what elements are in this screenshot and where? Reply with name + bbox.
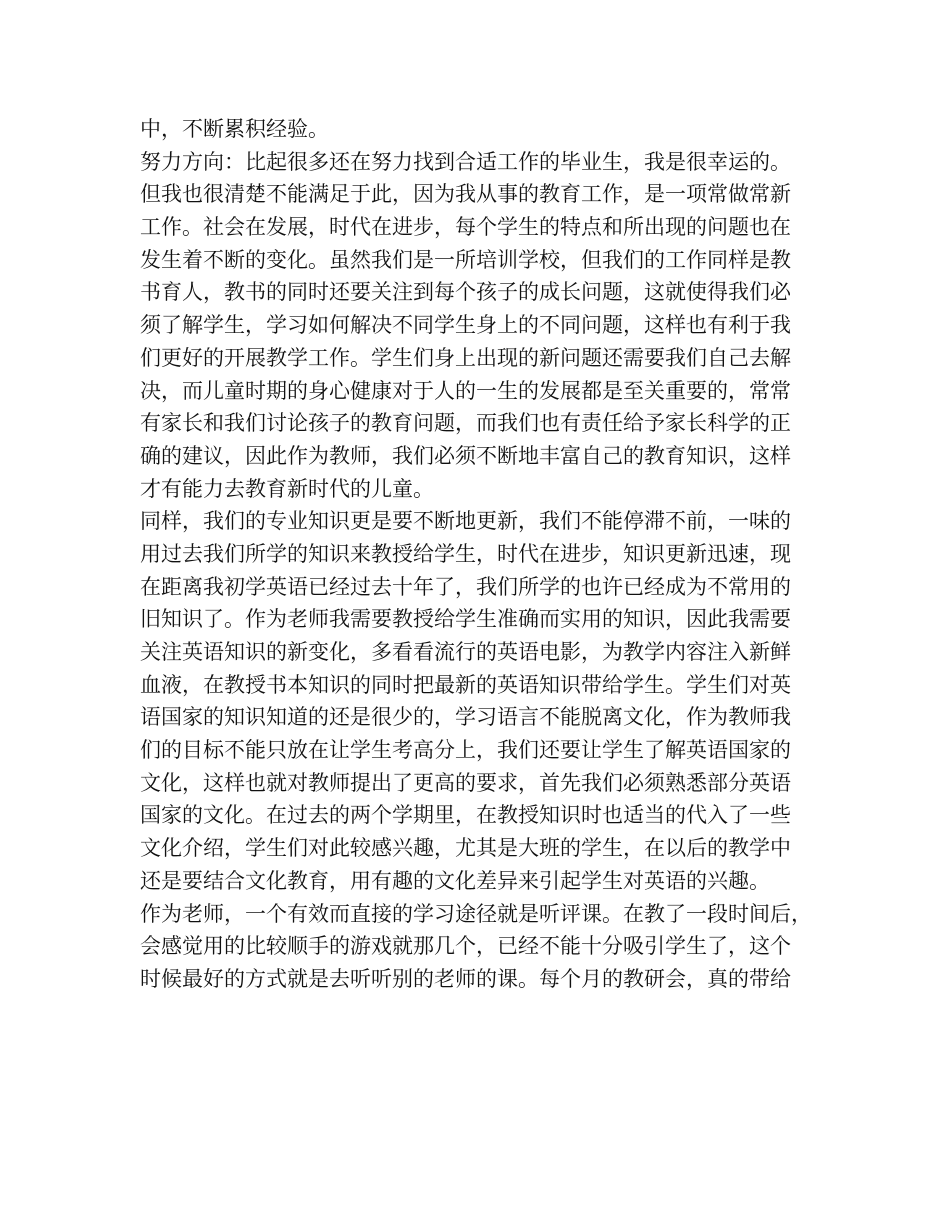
text-line: 关注英语知识的新变化，多看看流行的英语电影，为教学内容注入新鲜 bbox=[140, 640, 791, 664]
text-line: 们更好的开展教学工作。学生们身上出现的新问题还需要我们自己去解 bbox=[140, 345, 791, 370]
text-line: 会感觉用的比较顺手的游戏就那几个，已经不能十分吸引学生了，这个 bbox=[140, 934, 791, 959]
text-line: 发生着不断的变化。虽然我们是一所培训学校，但我们的工作同样是教 bbox=[140, 247, 791, 272]
text-line: 有家长和我们讨论孩子的教育问题，而我们也有责任给予家长科学的正 bbox=[140, 411, 791, 436]
text-line: 确的建议，因此作为教师，我们必须不断地丰富自己的教育知识，这样 bbox=[140, 443, 791, 468]
text-line: 文化介绍，学生们对此较感兴趣，尤其是大班的学生，在以后的教学中 bbox=[140, 836, 791, 861]
text-line: 中，不断累积经验。 bbox=[140, 117, 329, 141]
text-line: 时候最好的方式就是去听听别的老师的课。每个月的教研会，真的带给 bbox=[140, 966, 791, 991]
text-line: 但我也很清楚不能满足于此，因为我从事的教育工作，是一项常做常新 bbox=[140, 182, 791, 207]
text-line: 书育人，教书的同时还要关注到每个孩子的成长问题，这就使得我们必 bbox=[140, 280, 791, 305]
body-text bbox=[140, 113, 820, 996]
text-line: 们的目标不能只放在让学生考高分上，我们还要让学生了解英语国家的 bbox=[140, 738, 791, 763]
text-line: 还是要结合文化教育，用有趣的文化差异来引起学生对英语的兴趣。 bbox=[140, 868, 770, 893]
text-line: 文化，这样也就对教师提出了更高的要求，首先我们必须熟悉部分英语 bbox=[140, 770, 791, 795]
text-line: 在距离我初学英语已经过去十年了，我们所学的也许已经成为不常用的 bbox=[140, 574, 791, 599]
text-line: 用过去我们所学的知识来教授给学生，时代在进步，知识更新迅速，现 bbox=[140, 541, 791, 566]
text-line: 语国家的知识知道的还是很少的，学习语言不能脱离文化，作为教师我 bbox=[140, 705, 791, 730]
text-line: 国家的文化。在过去的两个学期里，在教授知识时也适当的代入了一些 bbox=[140, 803, 791, 828]
text-line: 须了解学生，学习如何解决不同学生身上的不同问题，这样也有利于我 bbox=[140, 313, 791, 338]
text-line: 才有能力去教育新时代的儿童。 bbox=[140, 476, 434, 501]
text-line: 作为老师，一个有效而直接的学习途径就是听评课。在教了一段时间后， bbox=[140, 901, 812, 926]
text-line: 同样，我们的专业知识更是要不断地更新，我们不能停滞不前，一味的 bbox=[140, 509, 791, 534]
text-line: 工作。社会在发展，时代在进步，每个学生的特点和所出现的问题也在 bbox=[140, 215, 791, 240]
text-line: 努力方向：比起很多还在努力找到合适工作的毕业生，我是很幸运的。 bbox=[140, 149, 791, 174]
text-line: 血液，在教授书本知识的同时把最新的英语知识带给学生。学生们对英 bbox=[140, 672, 791, 697]
text-line: 决，而儿童时期的身心健康对于人的一生的发展都是至关重要的，常常 bbox=[140, 378, 791, 403]
text-line: 旧知识了。作为老师我需要教授给学生准确而实用的知识，因此我需要 bbox=[140, 607, 791, 632]
